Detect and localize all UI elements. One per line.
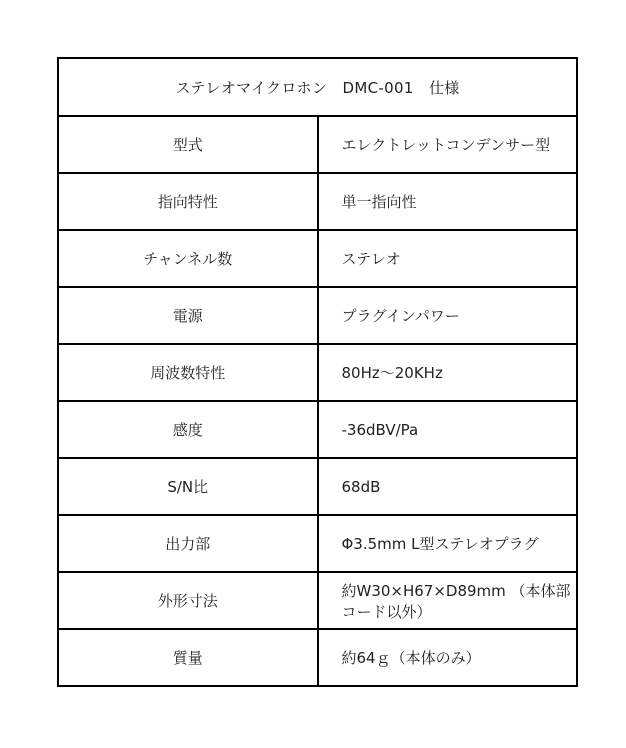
spec-value: ステレオ — [318, 230, 578, 287]
title-row — [58, 58, 577, 116]
spec-row-channels — [58, 230, 577, 287]
spec-row-dimensions — [58, 572, 577, 629]
spec-label: チャンネル数 — [58, 230, 318, 287]
spec-value: エレクトレットコンデンサー型 — [318, 116, 578, 173]
spec-label: 出力部 — [58, 515, 318, 572]
spec-value: 単一指向性 — [318, 173, 578, 230]
spec-value: プラグインパワー — [318, 287, 578, 344]
spec-row-output — [58, 515, 577, 572]
spec-row-weight — [58, 629, 577, 686]
spec-value: Φ3.5mm L型ステレオプラグ — [318, 515, 578, 572]
spec-value: 68dB — [318, 458, 578, 515]
spec-label: 感度 — [58, 401, 318, 458]
spec-value: 80Hz～20KHz — [318, 344, 578, 401]
spec-label: S/N比 — [58, 458, 318, 515]
spec-row-frequency — [58, 344, 577, 401]
spec-title: ステレオマイクロホン DMC-001 仕様 — [58, 58, 577, 116]
spec-row-directivity — [58, 173, 577, 230]
spec-label: 電源 — [58, 287, 318, 344]
spec-label: 指向特性 — [58, 173, 318, 230]
spec-value: 約W30×H67×D89mm （本体部コード以外） — [318, 572, 578, 629]
spec-value: 約64ｇ（本体のみ） — [318, 629, 578, 686]
spec-label: 外形寸法 — [58, 572, 318, 629]
spec-table — [57, 57, 578, 687]
spec-row-type — [58, 116, 577, 173]
spec-label: 型式 — [58, 116, 318, 173]
spec-value: -36dBV/Pa — [318, 401, 578, 458]
spec-row-sensitivity — [58, 401, 577, 458]
spec-row-power — [58, 287, 577, 344]
spec-label: 周波数特性 — [58, 344, 318, 401]
spec-row-snr — [58, 458, 577, 515]
spec-label: 質量 — [58, 629, 318, 686]
